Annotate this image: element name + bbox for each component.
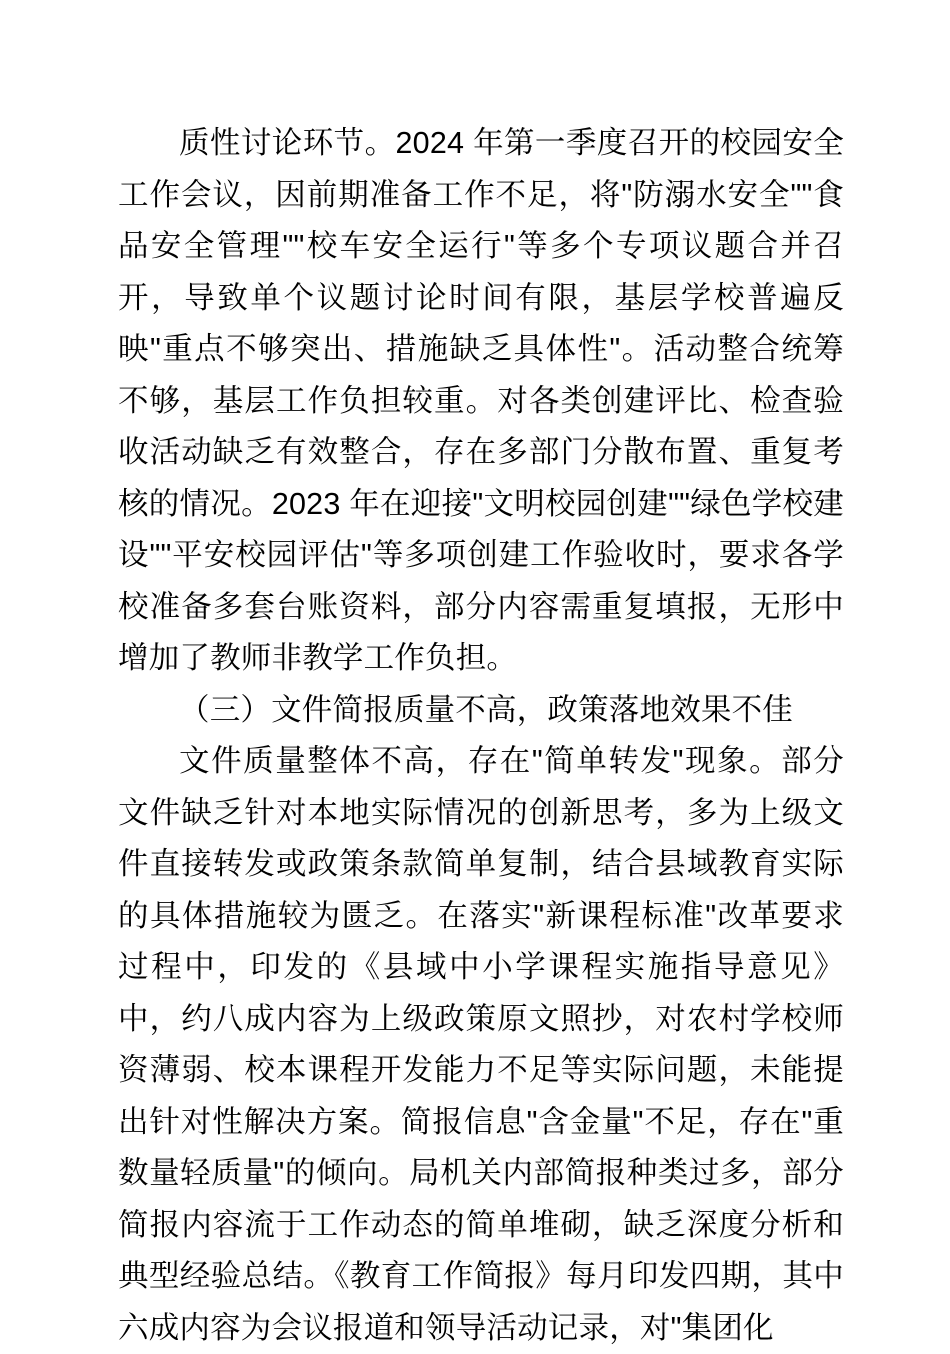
- section-heading-three: （三）文件简报质量不高，政策落地效果不佳: [179, 692, 793, 727]
- document-body: [118, 118, 844, 1354]
- paragraph-continued-meeting-quality: 质性讨论环节。2024 年第一季度召开的校园安全工作会议，因前期准备工作不足，将"防溺水安全""食品安全管理""校车安全运行"等多个专项议题合并召开，导致单个议题讨论时间有限，基层学校普遍反映"重点不够突出、措施缺乏具体性"。活动整合统筹不够，基层工作负担较重。对各类创建评比、检查验收活动缺乏有效整合，存在多部门分散布置、重复考核的情况。2023 年在迎接"文明校园创建""绿色学校建设""平安校园评估"等多项创建工作验收时，要求各学校准备多套台账资料，部分内容需重复填报，无形中增加了教师非教学工作负担。: [118, 126, 844, 675]
- paragraph-document-quality: 文件质量整体不高，存在"简单转发"现象。部分文件缺乏针对本地实际情况的创新思考，多为上级文件直接转发或政策条款简单复制，结合县域教育实际的具体措施较为匮乏。在落实"新课程标准"改革要求过程中，印发的《县域中小学课程实施指导意见》中，约八成内容为上级政策原文照抄，对农村学校师资薄弱、校本课程开发能力不足等实际问题，未能提出针对性解决方案。简报信息"含金量"不足，存在"重数量轻质量"的倾向。局机关内部简报种类过多，部分简报内容流于工作动态的简单堆砌，缺乏深度分析和典型经验总结。《教育工作简报》每月印发四期，其中六成内容为会议报道和领导活动记录，对"集团化: [118, 744, 844, 1345]
